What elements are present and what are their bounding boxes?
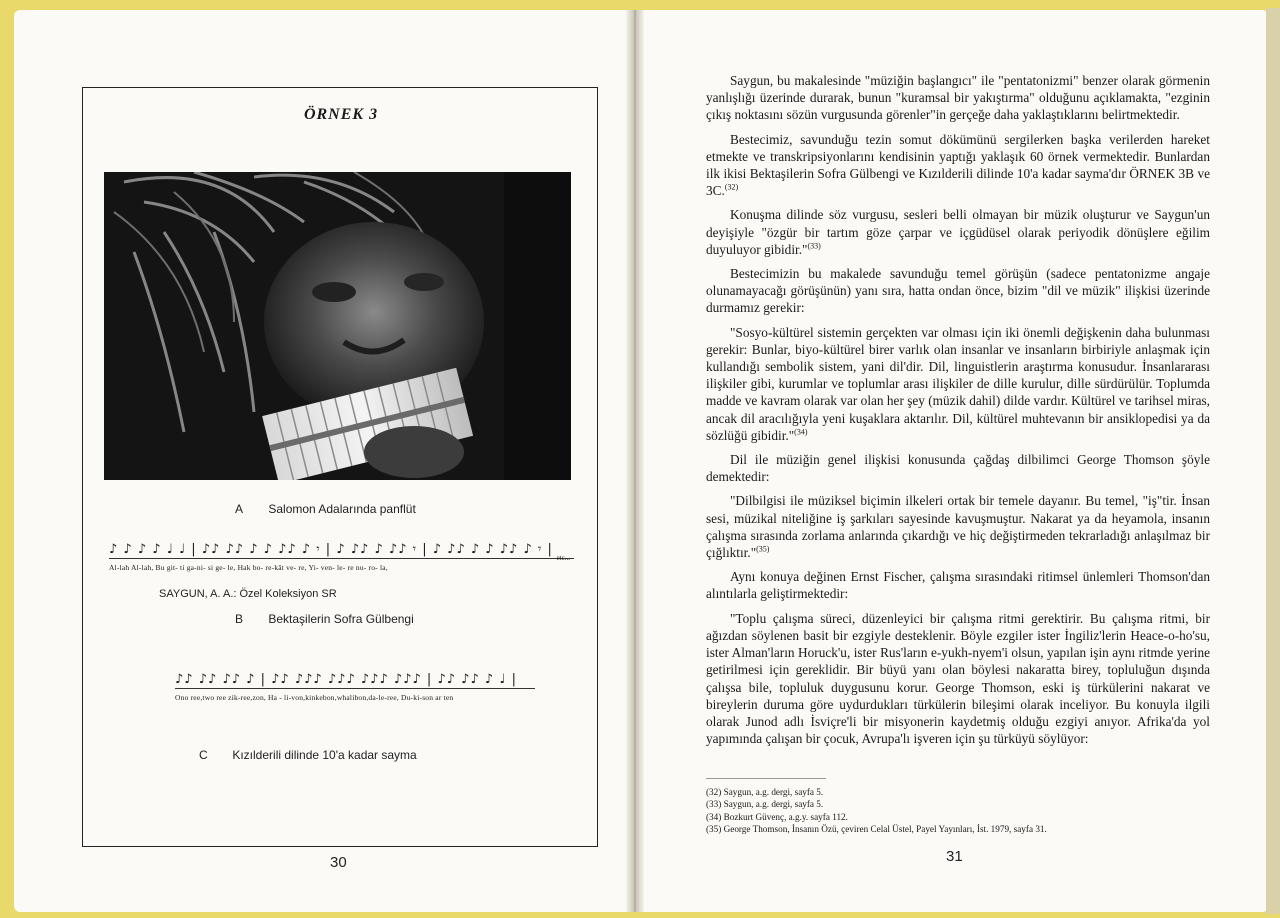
- caption-c: [199, 748, 417, 762]
- quote-paragraph: "Sosyo-kültürel sistemin gerçekten var olması için iki önemli değişkenin daha bulunması gerekir: Bunlar, biyo-kültürel birer varlık olan insanlar ve insanların birbiriyle anlaşmak için kullandığı sembolik sistem, yani dil'dir. Dil, linguistlerin araştırma konusudur. İnsanlararası ilişkiler gibi, kurumlar ve toplumlar arası ilişkiler de dille kurulur, dille sürdürülür. Toplumda madde ve kavram olarak var olan her şey (müzik dahil) dilde vardır. Kültürel ve tarihsel miras, ancak dil aracılığıyla yeni kuşaklara aktarılır. Dil, kültürel muhtevanın bir ansiklopedisi ya da sözlüğü gibidir."$^{(34)}$: [706, 324, 1210, 443]
- paragraph: Saygun, bu makalesinde "müziğin başlangıcı" ile "pentatonizmi" benzer olarak görmenin yanlışlığı üzerinde durarak, bunun "kuramsal bir yakıştırma" olduğunu açıklamakta, "ezginin çıkış noktasını sözün vurgusunda görenler"in gerçeğe daha yaklaştıklarını belirtmektedir.: [706, 73, 1210, 123]
- caption-a: [235, 502, 416, 516]
- footnote-ref: (33): [807, 241, 821, 251]
- footnote-rule: [706, 778, 826, 779]
- staff-a-etc: etc...: [556, 554, 570, 562]
- staff-a-lyrics: Al-lah Al-lah, Bu git- ti ga-ni- si ge- le, Hak bo- re-kât ve- re, Yi- ven- le- re nu- ro- la,: [109, 563, 388, 572]
- footnote: (34) Bozkurt Güvenç, a.g.y. sayfa 112.: [706, 811, 848, 822]
- staff-a-notes: ♪ ♪ ♪ ♪ ♩ ♩ | ♪♪ ♪♪ ♪ ♪ ♪♪ ♪ 𝄾 | ♪ ♪♪ ♪ ♪♪ 𝄾 | ♪ ♪♪ ♪ ♪ ♪♪ ♪ 𝄾 |: [109, 542, 553, 557]
- cover-edge: [1266, 8, 1280, 914]
- footnotes: [706, 786, 1210, 836]
- paragraph: Bestecimizin bu makalede savunduğu temel görüşün (sadece pentatonizme angaje olunamayacağı görüşünün) yanı sıra, hatta ondan önce, bizim "dil ve müzik" ilişkisi üzerinde durmamız gerekir:: [706, 266, 1210, 316]
- book-gutter: [626, 10, 644, 912]
- footnote-ref: (32): [724, 182, 739, 192]
- staff-b-line: [175, 666, 535, 689]
- example-title: ÖRNEK 3: [303, 106, 379, 123]
- paragraph: Konuşma dilinde söz vurgusu, sesleri belli olmayan bir müzik oluşturur ve Saygun'un deyişiyle "özgür bir tartım göze çarpar ve içgüdüsel olarak periyodik dönüşlere eğilim duyuluyor gibidir."$^{(33)}$: [706, 207, 1210, 257]
- caption-c-letter: C: [199, 748, 208, 762]
- footnote: (33) Saygun, a.g. dergi, sayfa 5.: [706, 799, 824, 810]
- quote-paragraph: "Toplu çalışma süreci, düzenleyici bir çalışma ritmi gerektirir. Bu çalışma ritmi, bir ağızdan söylenen basit bir ezgiyle desteklenir. Böyle ezgiler ister İngiliz'lerin Heace-o-ho'su, ister Alman'ların Horuck'u, ister Rus'ların e-yukh-nyem'i olsun, yapılan işin aynı ritmde yerine getirilmesi için gereklidir. Bir büyü yanı olan böylesi nakaratta birey, topluluğun dışında çalışsa bile, topluluk duygusunu korur. George Thomson, eski iş türkülerini nakarat ve bireylerin duruma göre uydurdukları türkülerin bileşimi olarak inceliyor. Bu konuyla ilgili olarak Junod adlı İsviçre'li bir misyonerin kaydetmiş olduğu ezgiyi anıyor. Afrika'da yol yapımında çalışan bir çocuk, Avrupa'lı işveren için şu türküyü söylüyor:: [706, 610, 1210, 747]
- footnote: (32) Saygun, a.g. dergi, sayfa 5.: [706, 787, 824, 797]
- paragraph: Dil ile müziğin genel ilişkisi konusunda çağdaş dilbilimci George Thomson şöyle demektedir:: [706, 452, 1210, 485]
- staff-a-line: [109, 536, 574, 559]
- caption-b: [235, 612, 414, 626]
- paragraph: Aynı konuya değinen Ernst Fischer, çalışma sırasındaki ritimsel ünlemleri Thomson'dan alıntılarla geliştirmektedir:: [706, 569, 1210, 602]
- staff-b-lyrics: Ono ree,two ree zik-ree,zon, Ha - li-von,kinkebon,whalibon,da-le-ree, Du-ki-son ar ten: [175, 693, 454, 702]
- page-number-left: 30: [330, 854, 347, 871]
- footnote-ref: (34): [794, 427, 808, 437]
- quote-paragraph: "Dilbilgisi ile müziksel biçimin ilkeleri ortak bir temele dayanır. Bu temel, "iş"tir. İnsan sesi, müzikal niteliğine iş şarkıları sayesinde kavuşmuştur. Nakarat ya da heyamola, insanın çalışma sırasında zorlama anlarında çıkardığı ve hiç değiştirmeden tekrarladığı anlaşılmaz bir çığlıktır."$^{(35)}$: [706, 493, 1210, 561]
- caption-b-letter: B: [235, 612, 244, 626]
- paragraph: Bestecimiz, savunduğu tezin somut dökümünü sergilerken başka verilerden hareket etmekte ve transkripsiyonlarını kendisinin yaptığı yaklaşık 60 örnek vermektedir. Bunlardan ilk ikisi Bektaşilerin Sofra Gülbengi ve Kızılderili dilinde 10'a kadar sayma'dır ÖRNEK 3B ve 3C.$^{(32)}$: [706, 131, 1210, 199]
- music-staff-b: [175, 666, 535, 702]
- caption-a-letter: A: [235, 502, 244, 516]
- photo-illustration: [104, 172, 571, 480]
- recording-credit: SAYGUN, A. A.: Özel Koleksiyon SR: [159, 588, 337, 600]
- music-staff-a: [109, 536, 574, 572]
- caption-c-text: Kızılderili dilinde 10'a kadar sayma: [232, 748, 417, 762]
- footnote: (35) George Thomson, İnsanın Özü, çeviren Celal Üstel, Payel Yayınları, İst. 1979, sayfa 31.: [706, 824, 1047, 835]
- example-frame: [82, 87, 598, 847]
- footnote-ref: (35): [756, 544, 770, 554]
- panflute-player-photo: [104, 172, 571, 480]
- caption-b-text: Bektaşilerin Sofra Gülbengi: [268, 612, 414, 626]
- caption-a-text: Salomon Adalarında panflüt: [268, 502, 416, 516]
- article-text: [706, 72, 1210, 754]
- page-number-right: 31: [946, 848, 963, 865]
- staff-b-notes: ♪♪ ♪♪ ♪♪ ♪ | ♪♪ ♪♪♪ ♪♪♪ ♪♪♪ ♪♪♪ | ♪♪ ♪♪ ♪ ♩ |: [175, 672, 517, 687]
